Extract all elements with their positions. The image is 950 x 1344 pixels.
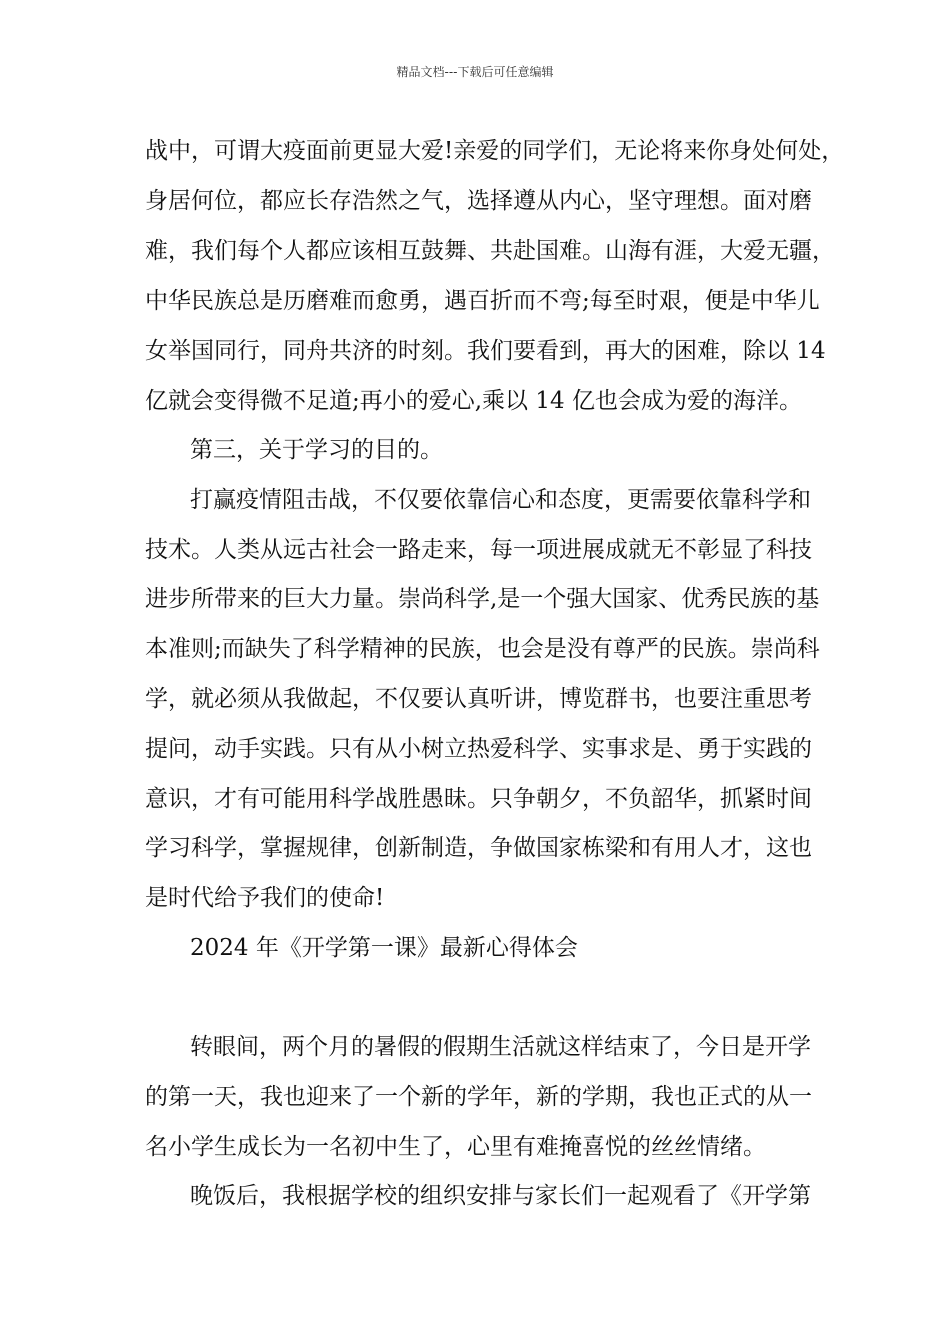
text-line: 本准则;而缺失了科学精神的民族，也会是没有尊严的民族。崇尚科 <box>145 636 820 662</box>
text-line: 技术。人类从远古社会一路走来，每一项进展成就无不彰显了科技 <box>145 537 812 563</box>
text-line: 转眼间，两个月的暑假的假期生活就这样结束了，今日是开学 <box>190 1034 811 1060</box>
page-header: 精品文档---下载后可任意编辑 <box>396 65 554 79</box>
text-line: 打赢疫情阻击战，不仅要依靠信心和态度，更需要依靠科学和 <box>190 487 811 513</box>
text-line: 是时代给予我们的使命! <box>145 885 385 911</box>
text-line: 提问，动手实践。只有从小树立热爱科学、实事求是、勇于实践的 <box>145 736 812 762</box>
article-title: 2024 年《开学第一课》最新心得体会 <box>190 935 578 961</box>
text-line: 学习科学，掌握规律，创新制造，争做国家栋梁和有用人才，这也 <box>145 835 812 861</box>
text-line: 中华民族总是历磨难而愈勇，遇百折而不弯;每至时艰，便是中华儿 <box>145 288 820 314</box>
text-line: 晚饭后，我根据学校的组织安排与家长们一起观看了《开学第 <box>190 1183 811 1209</box>
text-line: 名小学生成长为一名初中生了，心里有难掩喜悦的丝丝情绪。 <box>145 1134 766 1160</box>
text-line: 难，我们每个人都应该相互鼓舞、共赴国难。山海有涯，大爱无疆， <box>145 238 835 264</box>
text-line: 学，就必须从我做起，不仅要认真听讲，博览群书，也要注重思考 <box>145 686 812 712</box>
text-line: 意识，才有可能用科学战胜愚昧。只争朝夕，不负韶华，抓紧时间 <box>145 786 812 812</box>
section-heading: 第三，关于学习的目的。 <box>190 437 443 463</box>
text-line: 亿就会变得微不足道;再小的爱心,乘以 14 亿也会成为爱的海洋。 <box>145 388 802 414</box>
text-line: 的第一天，我也迎来了一个新的学年，新的学期，我也正式的从一 <box>145 1084 812 1110</box>
text-line: 女举国同行，同舟共济的时刻。我们要看到，再大的困难，除以 14 <box>145 338 826 364</box>
text-line: 进步所带来的巨大力量。崇尚科学,是一个强大国家、优秀民族的基 <box>145 586 820 612</box>
text-line: 战中，可谓大疫面前更显大爱!亲爱的同学们，无论将来你身处何处， <box>145 138 845 164</box>
text-line: 身居何位，都应长存浩然之气，选择遵从内心，坚守理想。面对磨 <box>145 188 812 214</box>
